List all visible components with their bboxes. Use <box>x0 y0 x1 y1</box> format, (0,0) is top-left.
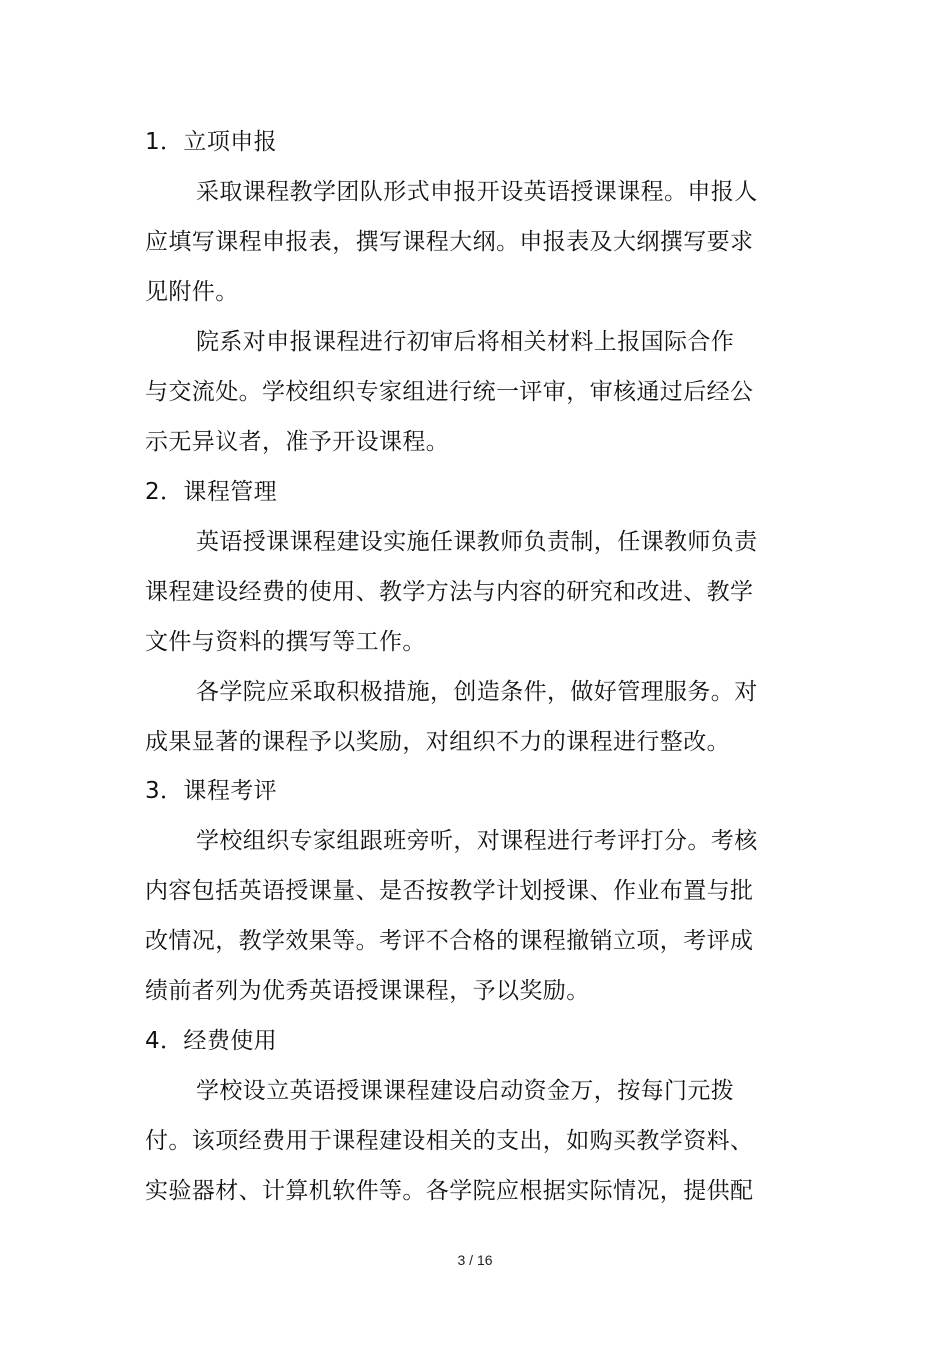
paragraph-line: 学校组织专家组跟班旁听，对课程进行考评打分。考核 <box>196 828 758 854</box>
paragraph-line: 学校设立英语授课课程建设启动资金万，按每门元拨 <box>196 1078 735 1104</box>
paragraph-line: 课程建设经费的使用、教学方法与内容的研究和改进、教学 <box>145 579 754 605</box>
paragraph-line: 院系对申报课程进行初审后将相关材料上报国际合作 <box>196 329 735 355</box>
paragraph-line: 与交流处。学校组织专家组进行统一评审，审核通过后经公 <box>145 379 754 405</box>
heading-3: 3．课程考评 <box>145 778 278 804</box>
paragraph-line: 英语授课课程建设实施任课教师负责制，任课教师负责 <box>196 529 758 555</box>
paragraph-line: 付。该项经费用于课程建设相关的支出，如购买教学资料、 <box>145 1128 754 1154</box>
heading-4: 4．经费使用 <box>145 1028 278 1054</box>
page-number: 3 / 16 <box>457 1252 493 1268</box>
paragraph-line: 示无异议者，准予开设课程。 <box>145 429 450 455</box>
paragraph-line: 见附件。 <box>145 279 239 305</box>
paragraph-line: 成果显著的课程予以奖励，对组织不力的课程进行整改。 <box>145 729 730 755</box>
paragraph-line: 内容包括英语授课量、是否按教学计划授课、作业布置与批 <box>145 878 754 904</box>
heading-1: 1．立项申报 <box>145 129 278 155</box>
paragraph-line: 采取课程教学团队形式申报开设英语授课课程。申报人 <box>196 179 758 205</box>
paragraph-line: 绩前者列为优秀英语授课课程，予以奖励。 <box>145 978 590 1004</box>
paragraph-line: 文件与资料的撰写等工作。 <box>145 629 426 655</box>
paragraph-line: 实验器材、计算机软件等。各学院应根据实际情况，提供配 <box>145 1178 754 1204</box>
heading-2: 2．课程管理 <box>145 479 278 505</box>
paragraph-line: 应填写课程申报表，撰写课程大纲。申报表及大纲撰写要求 <box>145 229 754 255</box>
paragraph-line: 各学院应采取积极措施，创造条件，做好管理服务。对 <box>196 679 758 705</box>
paragraph-line: 改情况，教学效果等。考评不合格的课程撤销立项，考评成 <box>145 928 754 954</box>
